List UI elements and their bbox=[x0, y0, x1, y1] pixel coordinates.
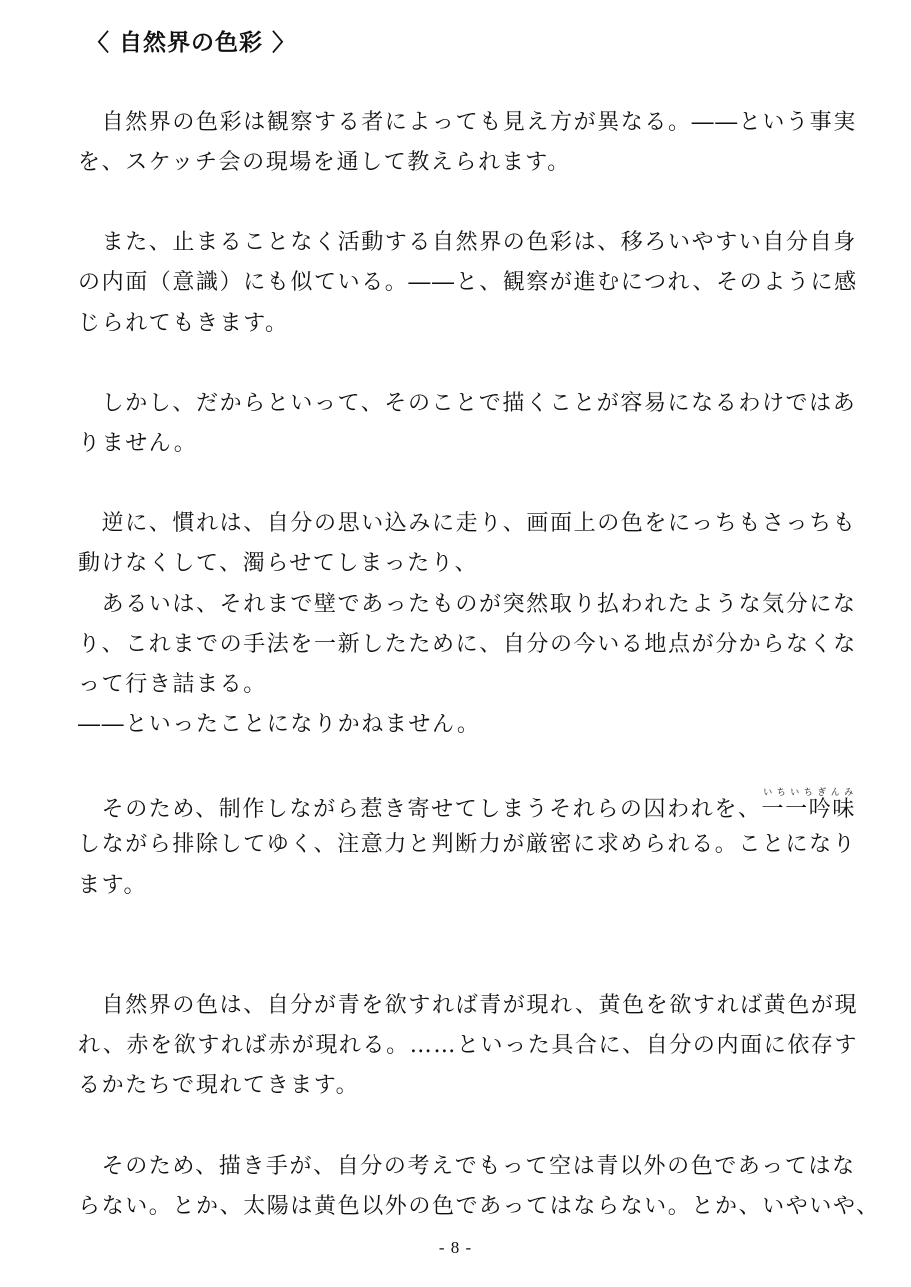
ruby-line bbox=[78, 788, 856, 825]
text-line: そのため、描き手が、自分の考えでもって空は青以外の色であってはな bbox=[78, 1154, 856, 1179]
page-number: - 8 - bbox=[438, 1238, 473, 1257]
text-line: じられてもきます。 bbox=[78, 311, 289, 336]
text-line: 逆に、慣れは、自分の思い込みに走り、画面上の色をにっちもさっちも bbox=[78, 511, 857, 536]
text-line: を、スケッチ会の現場を通して教えられます。 bbox=[78, 150, 571, 175]
text-line: また、止まることなく活動する自然界の色彩は、移ろいやすい自分自身 bbox=[78, 230, 857, 255]
text-line: るかたちで現れてきます。 bbox=[78, 1073, 360, 1098]
text-line: 自然界の色彩は観察する者によっても見え方が異なる。――という事実 bbox=[78, 110, 857, 135]
text-line: しながら排除してゆく、注意力と判断力が厳密に求められる。ことになり bbox=[78, 832, 857, 857]
text-line: あるいは、それまで壁であったものが突然取り払われたような気分にな bbox=[78, 592, 857, 617]
ruby-line-before: そのため、制作しながら惹き寄せてしまうそれらの囚われを、 bbox=[78, 797, 762, 822]
ruby-reading: いちいちぎんみ bbox=[761, 788, 856, 798]
ruby-annotation bbox=[761, 788, 856, 822]
text-line: りません。 bbox=[78, 431, 198, 456]
text-line: らない。とか、太陽は黄色以外の色であってはならない。とか、いやいや、 bbox=[78, 1194, 880, 1219]
section-heading: 〈 自然界の色彩 〉 bbox=[86, 30, 297, 56]
text-line: 自然界の色は、自分が青を欲すれば青が現れ、黄色を欲すれば黄色が現 bbox=[78, 993, 859, 1018]
text-line: しかし、だからといって、そのことで描くことが容易になるわけではあ bbox=[78, 391, 857, 416]
text-line: ます。 bbox=[78, 873, 148, 898]
text-line: 動けなくして、濁らせてしまったり、 bbox=[78, 551, 479, 576]
text-line: れ、赤を欲すれば赤が現れる。……といった具合に、自分の内面に依存す bbox=[78, 1033, 859, 1058]
ruby-base: 一一吟味 bbox=[761, 797, 856, 822]
text-line: ――といったことになりかねません。 bbox=[78, 712, 481, 737]
text-line: り、これまでの手法を一新したために、自分の今いる地点が分からなくな bbox=[78, 632, 857, 657]
text-line: の内面（意識）にも似ている。――と、観察が進むにつれ、そのように感 bbox=[78, 270, 858, 295]
text-line: って行き詰まる。 bbox=[78, 672, 267, 697]
